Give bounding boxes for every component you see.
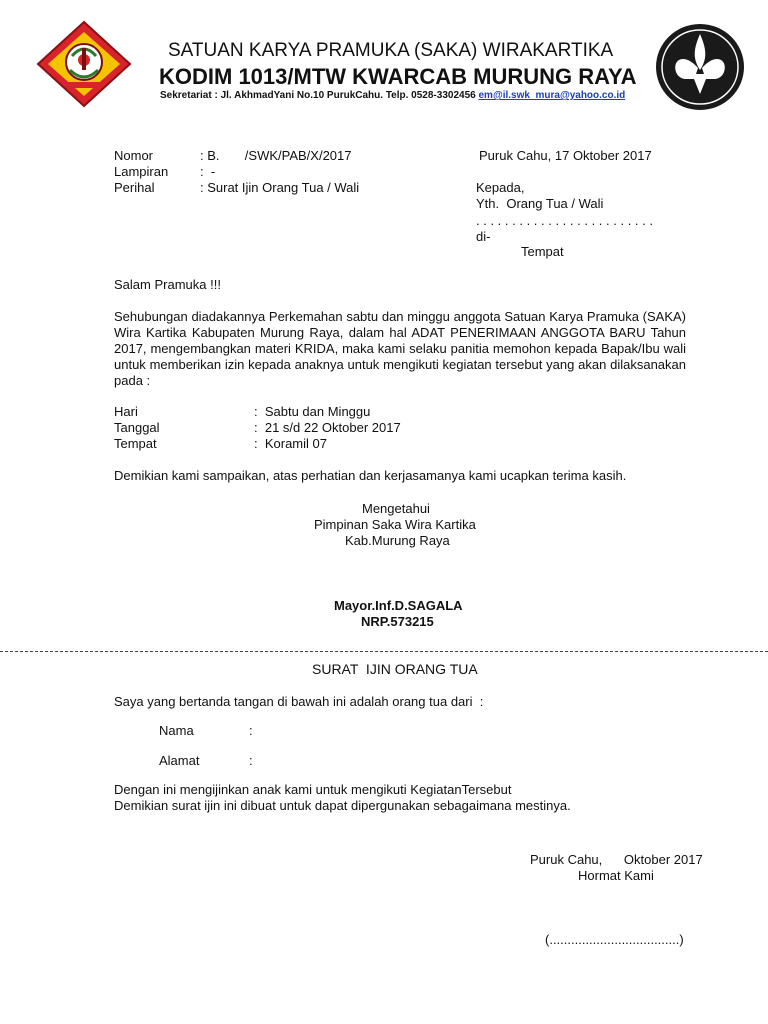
nomor-value: : B. /SWK/PAB/X/2017 xyxy=(200,148,352,163)
hari-value: : Sabtu dan Minggu xyxy=(254,404,371,419)
closing-sentence: Demikian kami sampaikan, atas perhatian dan kerjasamanya kami ucapkan terima kasih. xyxy=(114,468,627,483)
nama-colon: : xyxy=(249,723,253,738)
org-name-line1: SATUAN KARYA PRAMUKA (SAKA) WIRAKARTIKA xyxy=(168,40,614,61)
kabupaten: Kab.Murung Raya xyxy=(345,533,450,548)
body-paragraph: Sehubungan diadakannya Perkemahan sabtu dan minggu anggota Satuan Karya Pramuka (SAKA) Wira Kartika Kabupaten Murung Raya, dalam hal ADAT PENERIMAAN ANGGOTA BARU Tahun 2017, mengembangkan materi KRIDA, maka kami selaku panitia memohon kepada Bapak/Ibu wali untuk memberikan izin kepada anaknya untuk mengikuti kegiatan tersebut yang akan dilaksanakan pada : xyxy=(114,309,686,388)
tempat-label: Tempat xyxy=(521,244,564,259)
tempat-row-label: Tempat xyxy=(114,436,157,451)
alamat-label: Alamat xyxy=(159,753,200,768)
pimpinan: Pimpinan Saka Wira Kartika xyxy=(314,517,476,532)
alamat-colon: : xyxy=(249,753,253,768)
slip-line2: Demikian surat ijin ini dibuat untuk dapat dipergunakan sebagaimana mestinya. xyxy=(114,798,571,813)
recipient: Yth. Orang Tua / Wali xyxy=(476,196,604,211)
tempat-row-value: : Koramil 07 xyxy=(254,436,327,451)
recipient-dots: . . . . . . . . . . . . . . . . . . . . . . . . . xyxy=(476,213,653,228)
slip-line1: Dengan ini mengijinkan anak kami untuk mengikuti KegiatanTersebut xyxy=(114,782,512,797)
kepada-label: Kepada, xyxy=(476,180,525,195)
di-label: di- xyxy=(476,229,491,244)
lampiran-value: : - xyxy=(200,164,216,179)
nama-label: Nama xyxy=(159,723,194,738)
letterhead-address xyxy=(160,90,625,101)
saka-wirakartika-logo xyxy=(36,20,132,108)
mengetahui: Mengetahui xyxy=(362,501,430,516)
slip-intro: Saya yang bertanda tangan di bawah ini adalah orang tua dari : xyxy=(114,694,484,709)
nomor-label: Nomor xyxy=(114,148,154,163)
hari-label: Hari xyxy=(114,404,138,419)
place-date: Puruk Cahu, 17 Oktober 2017 xyxy=(479,148,652,163)
signatory-name: Mayor.Inf.D.SAGALA xyxy=(334,598,463,613)
slip-hormat: Hormat Kami xyxy=(578,868,654,883)
slip-place-date: Puruk Cahu, Oktober 2017 xyxy=(530,852,703,867)
tanggal-value: : 21 s/d 22 Oktober 2017 xyxy=(254,420,401,435)
lampiran-label: Lampiran xyxy=(114,164,169,179)
slip-title: SURAT IJIN ORANG TUA xyxy=(312,661,478,677)
perihal-value: : Surat Ijin Orang Tua / Wali xyxy=(200,180,360,195)
slip-signature-line: (....................................) xyxy=(545,932,684,947)
greeting: Salam Pramuka !!! xyxy=(114,277,221,292)
pramuka-emblem-logo xyxy=(654,22,746,112)
email-link[interactable]: em@il.swk_mura@yahoo.co.id xyxy=(478,90,626,101)
cut-line-divider xyxy=(0,651,768,652)
tanggal-label: Tanggal xyxy=(114,420,160,435)
perihal-label: Perihal xyxy=(114,180,155,195)
org-name-line2: KODIM 1013/MTW KWARCAB MURUNG RAYA xyxy=(159,64,637,89)
address-text: Sekretariat : Jl. AkhmadYani No.10 PurukCahu. Telp. 0528-3302456 xyxy=(160,90,476,101)
signatory-nrp: NRP.573215 xyxy=(361,614,434,629)
